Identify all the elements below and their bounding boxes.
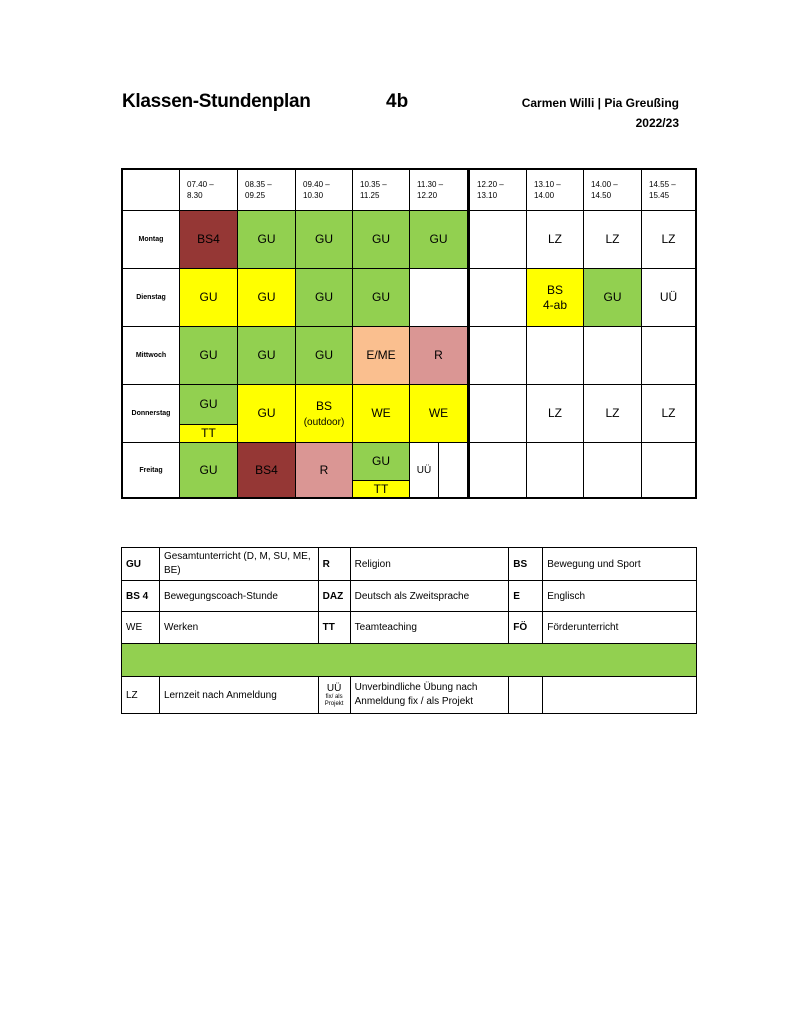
day-label-dienstag: Dienstag xyxy=(123,269,180,327)
lesson-cell: LZ xyxy=(527,385,584,443)
lesson-cell: E/ME xyxy=(353,327,410,385)
legend-table xyxy=(121,547,697,714)
lesson-cell xyxy=(410,269,468,327)
time-slot-2: 08.35 – 09.25 xyxy=(238,170,296,211)
legend-description: Religion xyxy=(350,548,509,581)
lesson-cell: BS4 xyxy=(180,211,238,269)
time-slot-3: 09.40 – 10.30 xyxy=(296,170,353,211)
time-slot-1: 07.40 – 8.30 xyxy=(180,170,238,211)
legend-code: FÖ xyxy=(509,612,543,644)
legend-row xyxy=(122,548,697,581)
lesson-cell: GU xyxy=(180,443,238,497)
lesson-cell: LZ xyxy=(642,385,695,443)
lesson-cell: GU xyxy=(238,269,296,327)
lesson-cell xyxy=(527,327,584,385)
lesson-cell: GU xyxy=(238,211,296,269)
legend-row xyxy=(122,612,697,644)
lesson-cell xyxy=(642,327,695,385)
legend-code: BS xyxy=(509,548,543,581)
lesson-cell: GU xyxy=(180,269,238,327)
legend-description xyxy=(543,677,697,714)
lesson-cell: BS (outdoor) xyxy=(296,385,353,443)
lesson-cell: GU xyxy=(180,327,238,385)
lesson-cell: LZ xyxy=(527,211,584,269)
class-label: 4b xyxy=(386,91,409,112)
lesson-cell: BS4 xyxy=(238,443,296,497)
time-slot-4: 10.35 – 11.25 xyxy=(353,170,410,211)
legend-description: Förderunterricht xyxy=(543,612,697,644)
timetable xyxy=(121,168,697,499)
legend-row xyxy=(122,581,697,612)
lesson-cell: GU xyxy=(180,385,238,425)
lesson-cell: GU xyxy=(296,327,353,385)
lesson-cell: R xyxy=(296,443,353,497)
lesson-cell: TT xyxy=(180,425,238,443)
lesson-cell: GU xyxy=(353,269,410,327)
legend-code: UÜ fix/ als Projekt xyxy=(318,677,350,714)
lesson-cell: R xyxy=(410,327,468,385)
legend-description: Englisch xyxy=(543,581,697,612)
lesson-cell: UÜ xyxy=(642,269,695,327)
day-label-mittwoch: Mittwoch xyxy=(123,327,180,385)
school-year-label: 2022/23 xyxy=(635,116,679,130)
day-label-donnerstag: Donnerstag xyxy=(123,385,180,443)
lesson-cell xyxy=(439,443,468,497)
time-slot-8: 14.00 – 14.50 xyxy=(584,170,642,211)
lesson-cell xyxy=(470,443,527,497)
lesson-cell: UÜ xyxy=(410,443,439,497)
lesson-cell xyxy=(584,443,642,497)
lesson-cell: GU xyxy=(238,327,296,385)
lesson-cell: BS 4-ab xyxy=(527,269,584,327)
lesson-cell: GU xyxy=(584,269,642,327)
lesson-cell: GU xyxy=(353,443,410,481)
legend-code: WE xyxy=(122,612,160,644)
legend-description: Bewegung und Sport xyxy=(543,548,697,581)
legend-code: E xyxy=(509,581,543,612)
lesson-cell: GU xyxy=(296,269,353,327)
legend-description: Teamteaching xyxy=(350,612,509,644)
legend-row-spacer xyxy=(122,644,697,677)
midday-separator xyxy=(468,170,470,497)
legend-description: Gesamtunterricht (D, M, SU, ME, BE) xyxy=(159,548,318,581)
legend-row xyxy=(122,677,697,714)
lesson-cell: GU xyxy=(353,211,410,269)
legend-description: Deutsch als Zweitsprache xyxy=(350,581,509,612)
lesson-cell xyxy=(642,443,695,497)
legend-description: Unverbindliche Übung nach Anmeldung fix / als Projekt xyxy=(350,677,509,714)
legend-description: Bewegungscoach-Stunde xyxy=(159,581,318,612)
corner-cell xyxy=(123,170,180,211)
page-title: Klassen-Stundenplan xyxy=(122,91,311,112)
teachers-label: Carmen Willi | Pia Greußing xyxy=(521,96,679,110)
lesson-cell: GU xyxy=(410,211,468,269)
legend-code: TT xyxy=(318,612,350,644)
legend-code: BS 4 xyxy=(122,581,160,612)
day-label-freitag: Freitag xyxy=(123,443,180,497)
lesson-cell xyxy=(470,211,527,269)
legend-green-band xyxy=(122,644,697,677)
legend-code: R xyxy=(318,548,350,581)
time-slot-9: 14.55 – 15.45 xyxy=(642,170,695,211)
legend-code xyxy=(509,677,543,714)
lesson-cell: TT xyxy=(353,481,410,497)
legend-code: LZ xyxy=(122,677,160,714)
lesson-cell: GU xyxy=(296,211,353,269)
lesson-cell: LZ xyxy=(642,211,695,269)
day-label-montag: Montag xyxy=(123,211,180,269)
lesson-cell xyxy=(527,443,584,497)
legend-description: Werken xyxy=(159,612,318,644)
lesson-cell: LZ xyxy=(584,385,642,443)
lesson-cell: LZ xyxy=(584,211,642,269)
legend-code: GU xyxy=(122,548,160,581)
lesson-cell: WE xyxy=(410,385,468,443)
lesson-cell xyxy=(470,385,527,443)
time-slot-7: 13.10 – 14.00 xyxy=(527,170,584,211)
time-slot-6: 12.20 – 13.10 xyxy=(470,170,527,211)
legend-code: DAZ xyxy=(318,581,350,612)
time-slot-5: 11.30 – 12.20 xyxy=(410,170,468,211)
lesson-cell xyxy=(470,327,527,385)
lesson-cell xyxy=(470,269,527,327)
lesson-cell: WE xyxy=(353,385,410,443)
lesson-cell xyxy=(584,327,642,385)
lesson-cell: GU xyxy=(238,385,296,443)
legend-description: Lernzeit nach Anmeldung xyxy=(159,677,318,714)
